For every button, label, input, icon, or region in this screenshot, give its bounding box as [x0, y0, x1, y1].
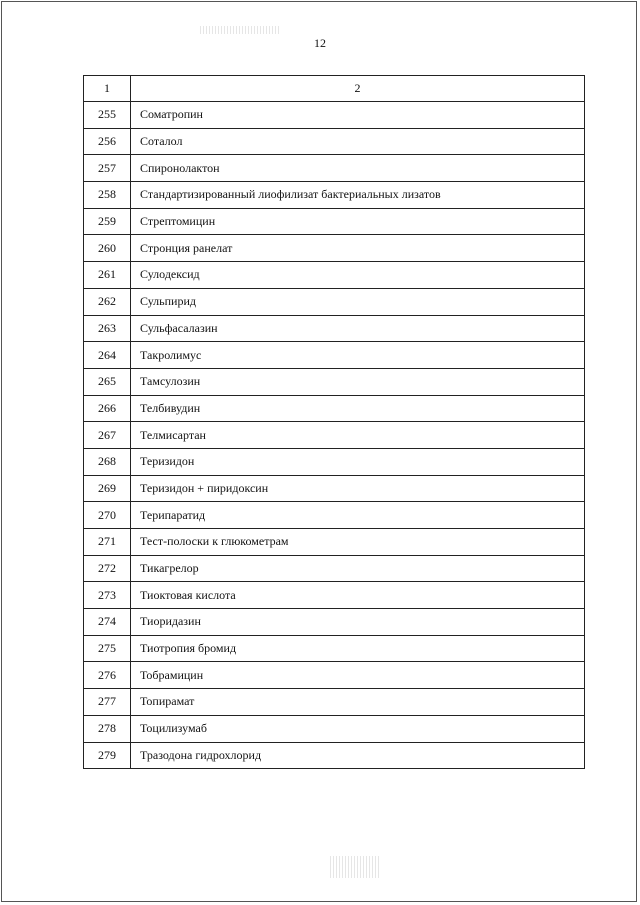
- row-number: 259: [84, 208, 131, 235]
- drug-name: Стандартизированный лиофилизат бактериальных лизатов: [131, 182, 585, 209]
- drug-name: Спиронолактон: [131, 155, 585, 182]
- table-row: [84, 395, 585, 422]
- table-row: [84, 422, 585, 449]
- row-number: 275: [84, 635, 131, 662]
- drug-name: Тест-полоски к глюкометрам: [131, 529, 585, 556]
- drug-name: Стронция ранелат: [131, 235, 585, 262]
- table-body: [84, 102, 585, 769]
- column-header-number: 1: [84, 76, 131, 102]
- row-number: 261: [84, 262, 131, 289]
- table-row: [84, 475, 585, 502]
- table-row: [84, 555, 585, 582]
- drug-name: Тикагрелор: [131, 555, 585, 582]
- table-row: [84, 529, 585, 556]
- drug-name: Соматропин: [131, 102, 585, 129]
- drug-name: Тиоридазин: [131, 609, 585, 636]
- drug-name: Тоцилизумаб: [131, 715, 585, 742]
- row-number: 255: [84, 102, 131, 129]
- scan-smudge: [200, 26, 280, 34]
- page-number: 12: [314, 36, 326, 50]
- row-number: 268: [84, 448, 131, 475]
- drug-name: Топирамат: [131, 689, 585, 716]
- row-number: 267: [84, 422, 131, 449]
- table-header-row: [84, 76, 585, 102]
- row-number: 278: [84, 715, 131, 742]
- drug-name: Сулодексид: [131, 262, 585, 289]
- table-row: [84, 742, 585, 769]
- row-number: 279: [84, 742, 131, 769]
- table-row: [84, 689, 585, 716]
- table-row: [84, 288, 585, 315]
- row-number: 258: [84, 182, 131, 209]
- table-row: [84, 262, 585, 289]
- drug-name: Тразодона гидрохлорид: [131, 742, 585, 769]
- row-number: 263: [84, 315, 131, 342]
- table-row: [84, 182, 585, 209]
- drug-name: Телбивудин: [131, 395, 585, 422]
- drug-name: Соталол: [131, 128, 585, 155]
- drug-name: Телмисартан: [131, 422, 585, 449]
- table-row: [84, 102, 585, 129]
- table-row: [84, 315, 585, 342]
- drug-name: Терипаратид: [131, 502, 585, 529]
- row-number: 271: [84, 529, 131, 556]
- table-row: [84, 582, 585, 609]
- column-header-name: 2: [131, 76, 585, 102]
- table-row: [84, 635, 585, 662]
- drug-list-table: [83, 75, 585, 769]
- scan-smudge: [330, 856, 380, 878]
- drug-name: Сульфасалазин: [131, 315, 585, 342]
- drug-name: Такролимус: [131, 342, 585, 369]
- row-number: 273: [84, 582, 131, 609]
- drug-name: Тиотропия бромид: [131, 635, 585, 662]
- drug-name: Стрептомицин: [131, 208, 585, 235]
- row-number: 265: [84, 368, 131, 395]
- drug-name: Тамсулозин: [131, 368, 585, 395]
- drug-name: Тобрамицин: [131, 662, 585, 689]
- table-row: [84, 342, 585, 369]
- row-number: 277: [84, 689, 131, 716]
- row-number: 260: [84, 235, 131, 262]
- row-number: 270: [84, 502, 131, 529]
- row-number: 272: [84, 555, 131, 582]
- row-number: 264: [84, 342, 131, 369]
- row-number: 266: [84, 395, 131, 422]
- table-row: [84, 502, 585, 529]
- table-row: [84, 128, 585, 155]
- table-row: [84, 448, 585, 475]
- table-row: [84, 368, 585, 395]
- drug-name: Тиоктовая кислота: [131, 582, 585, 609]
- table-row: [84, 609, 585, 636]
- table-row: [84, 235, 585, 262]
- row-number: 269: [84, 475, 131, 502]
- table-row: [84, 155, 585, 182]
- table-row: [84, 662, 585, 689]
- row-number: 262: [84, 288, 131, 315]
- drug-name: Сульпирид: [131, 288, 585, 315]
- row-number: 276: [84, 662, 131, 689]
- drug-name: Теризидон: [131, 448, 585, 475]
- row-number: 257: [84, 155, 131, 182]
- table-row: [84, 208, 585, 235]
- drug-name: Теризидон + пиридоксин: [131, 475, 585, 502]
- row-number: 274: [84, 609, 131, 636]
- row-number: 256: [84, 128, 131, 155]
- table-row: [84, 715, 585, 742]
